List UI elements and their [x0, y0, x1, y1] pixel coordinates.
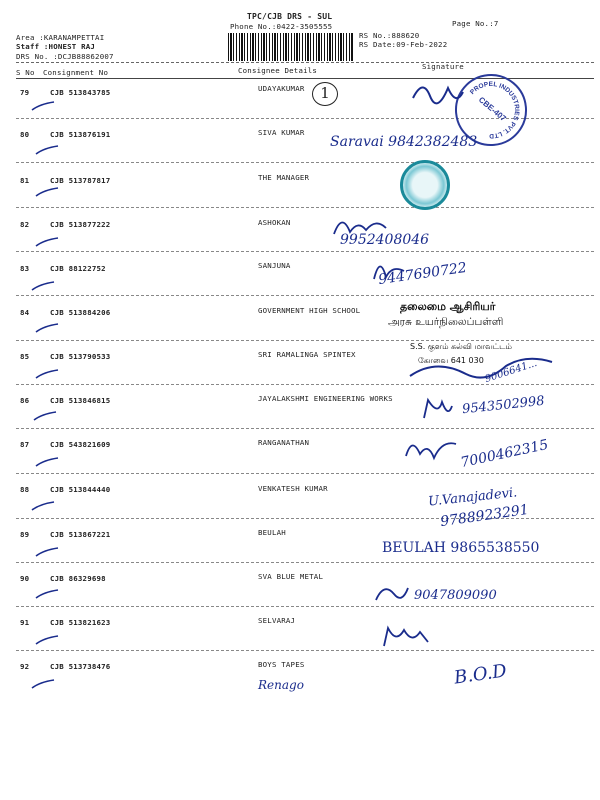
- row-sno: 85: [20, 352, 30, 361]
- signature-scribble: [380, 622, 432, 652]
- row-consignee: VENKATESH KUMAR: [258, 484, 328, 493]
- staff-label: Staff :HONEST RAJ: [16, 42, 96, 51]
- row-consignee: SRI RAMALINGA SPINTEX: [258, 350, 356, 359]
- document-title: TPC/CJB DRS - SUL: [247, 12, 333, 21]
- check-mark-icon: [34, 634, 62, 648]
- row-divider: [16, 251, 594, 252]
- row-consignee: SELVARAJ: [258, 616, 296, 625]
- signature-text: 9006641...: [483, 357, 539, 386]
- signature-text-2: B.O.D: [452, 660, 509, 689]
- signature-text-2: 9788923291: [439, 501, 530, 531]
- row-consignee: ASHOKAN: [258, 218, 291, 227]
- check-mark-icon: [34, 144, 62, 158]
- row-sno: 88: [20, 485, 30, 494]
- row-consignment: CJB 513844440: [50, 485, 111, 494]
- row-consignee: THE MANAGER: [258, 173, 310, 182]
- rs-date: RS Date:09-Feb-2022: [359, 40, 448, 49]
- page-number: Page No.:7: [452, 19, 499, 28]
- row-sno: 92: [20, 662, 30, 671]
- check-mark-icon: [34, 186, 62, 200]
- signature-text: 7000462315: [459, 436, 550, 472]
- row-divider: [16, 428, 594, 429]
- row-consignment: CJB 513790533: [50, 352, 111, 361]
- rs-number: RS No.:888620: [359, 31, 420, 40]
- school-stamp-line4: கோவை 641 030: [418, 356, 484, 365]
- row-sno: 80: [20, 130, 30, 139]
- row-consignment: CJB 513821623: [50, 618, 111, 627]
- signature-text: Saravai 9842382483: [330, 134, 478, 150]
- barcode: [228, 33, 353, 61]
- row-consignee: UDAYAKUMAR: [258, 84, 305, 93]
- signature-text: BEULAH 9865538550: [382, 540, 540, 556]
- row-consignee: BEULAH: [258, 528, 286, 537]
- row-sno: 79: [20, 88, 30, 97]
- row-consignment: CJB 513787817: [50, 176, 111, 185]
- check-mark-icon: [34, 236, 62, 250]
- row-sno: 87: [20, 440, 30, 449]
- row-consignee: GOVERNMENT HIGH SCHOOL: [258, 306, 361, 315]
- check-mark-icon: [30, 678, 58, 692]
- row-consignment: CJB 513884206: [50, 308, 111, 317]
- row-consignment: CJB 513843785: [50, 88, 111, 97]
- row-sno: 84: [20, 308, 30, 317]
- row-consignment: CJB 86329698: [50, 574, 106, 583]
- col-signature: Signature: [422, 62, 464, 71]
- signature-scribble: [402, 432, 460, 466]
- row-divider: [16, 340, 594, 341]
- row-consignee: SVA BLUE METAL: [258, 572, 324, 581]
- row-divider: [16, 562, 594, 563]
- check-mark-icon: [34, 456, 62, 470]
- check-mark-icon: [32, 410, 60, 424]
- row-divider: [16, 606, 594, 607]
- check-mark-icon: [34, 322, 62, 336]
- col-consignee: Consignee Details: [238, 66, 318, 75]
- check-mark-icon: [34, 546, 62, 560]
- row-consignee: JAYALAKSHMI ENGINEERING WORKS: [258, 394, 393, 403]
- circled-mark: 1: [312, 82, 338, 106]
- row-sno: 82: [20, 220, 30, 229]
- row-divider: [16, 384, 594, 385]
- signature-scribble: [408, 78, 468, 110]
- row-sno: 91: [20, 618, 30, 627]
- signature-scribble: [420, 396, 456, 424]
- header-divider: [16, 62, 594, 63]
- school-stamp-line2: அரசு உயர்நிலைப்பள்ளி: [388, 316, 504, 328]
- round-seal-icon: [400, 160, 450, 210]
- area-label: Area :KARANAMPETTAI: [16, 33, 105, 42]
- signature-scribble: [372, 580, 412, 608]
- row-consignment: CJB 88122752: [50, 264, 106, 273]
- check-mark-icon: [34, 368, 62, 382]
- signature-text: 9543502998: [461, 393, 546, 418]
- school-stamp-line1: தலைமை ஆசிரியர்: [400, 300, 496, 313]
- row-divider: [16, 473, 594, 474]
- check-mark-icon: [34, 588, 62, 602]
- row-consignee: SIVA KUMAR: [258, 128, 305, 137]
- col-sno: S No: [16, 68, 35, 77]
- row-consignee: RANGANATHAN: [258, 438, 310, 447]
- check-mark-icon: [30, 280, 58, 294]
- signature-text: Renago: [258, 678, 304, 692]
- stamp-inner-text: CBE-407: [476, 95, 508, 124]
- check-mark-icon: [30, 100, 58, 114]
- signature-text: 9447690722: [377, 259, 468, 289]
- row-sno: 83: [20, 264, 30, 273]
- drs-number: DRS No. :DCJB88862007: [16, 52, 114, 61]
- row-divider: [16, 295, 594, 296]
- row-consignment: CJB 513867221: [50, 530, 111, 539]
- row-consignment: CJB 513738476: [50, 662, 111, 671]
- row-divider: [16, 162, 594, 163]
- row-consignee: SANJUNA: [258, 261, 291, 270]
- check-mark-icon: [30, 500, 58, 514]
- row-consignment: CJB 513846815: [50, 396, 111, 405]
- row-sno: 90: [20, 574, 30, 583]
- row-consignment: CJB 543821609: [50, 440, 111, 449]
- school-stamp-line3: S.S. குளம் கல்வி மாவட்டம்: [410, 342, 512, 351]
- row-divider: [16, 207, 594, 208]
- signature-text: 9952408046: [340, 232, 430, 248]
- svg-text:PROPEL INDUSTRIES PVT. LTD: PROPEL INDUSTRIES PVT. LTD: [468, 80, 521, 140]
- row-sno: 81: [20, 176, 30, 185]
- signature-text: 9047809090: [414, 588, 497, 603]
- phone-number: Phone No.:0422-3505555: [230, 22, 333, 31]
- row-sno: 89: [20, 530, 30, 539]
- row-sno: 86: [20, 396, 30, 405]
- signature-text: U.Vanajadevi.: [427, 485, 518, 510]
- row-consignee: BOYS TAPES: [258, 660, 305, 669]
- col-consignment: Consignment No: [43, 68, 109, 77]
- row-divider: [16, 650, 594, 651]
- row-consignment: CJB 513877222: [50, 220, 111, 229]
- row-consignment: CJB 513876191: [50, 130, 111, 139]
